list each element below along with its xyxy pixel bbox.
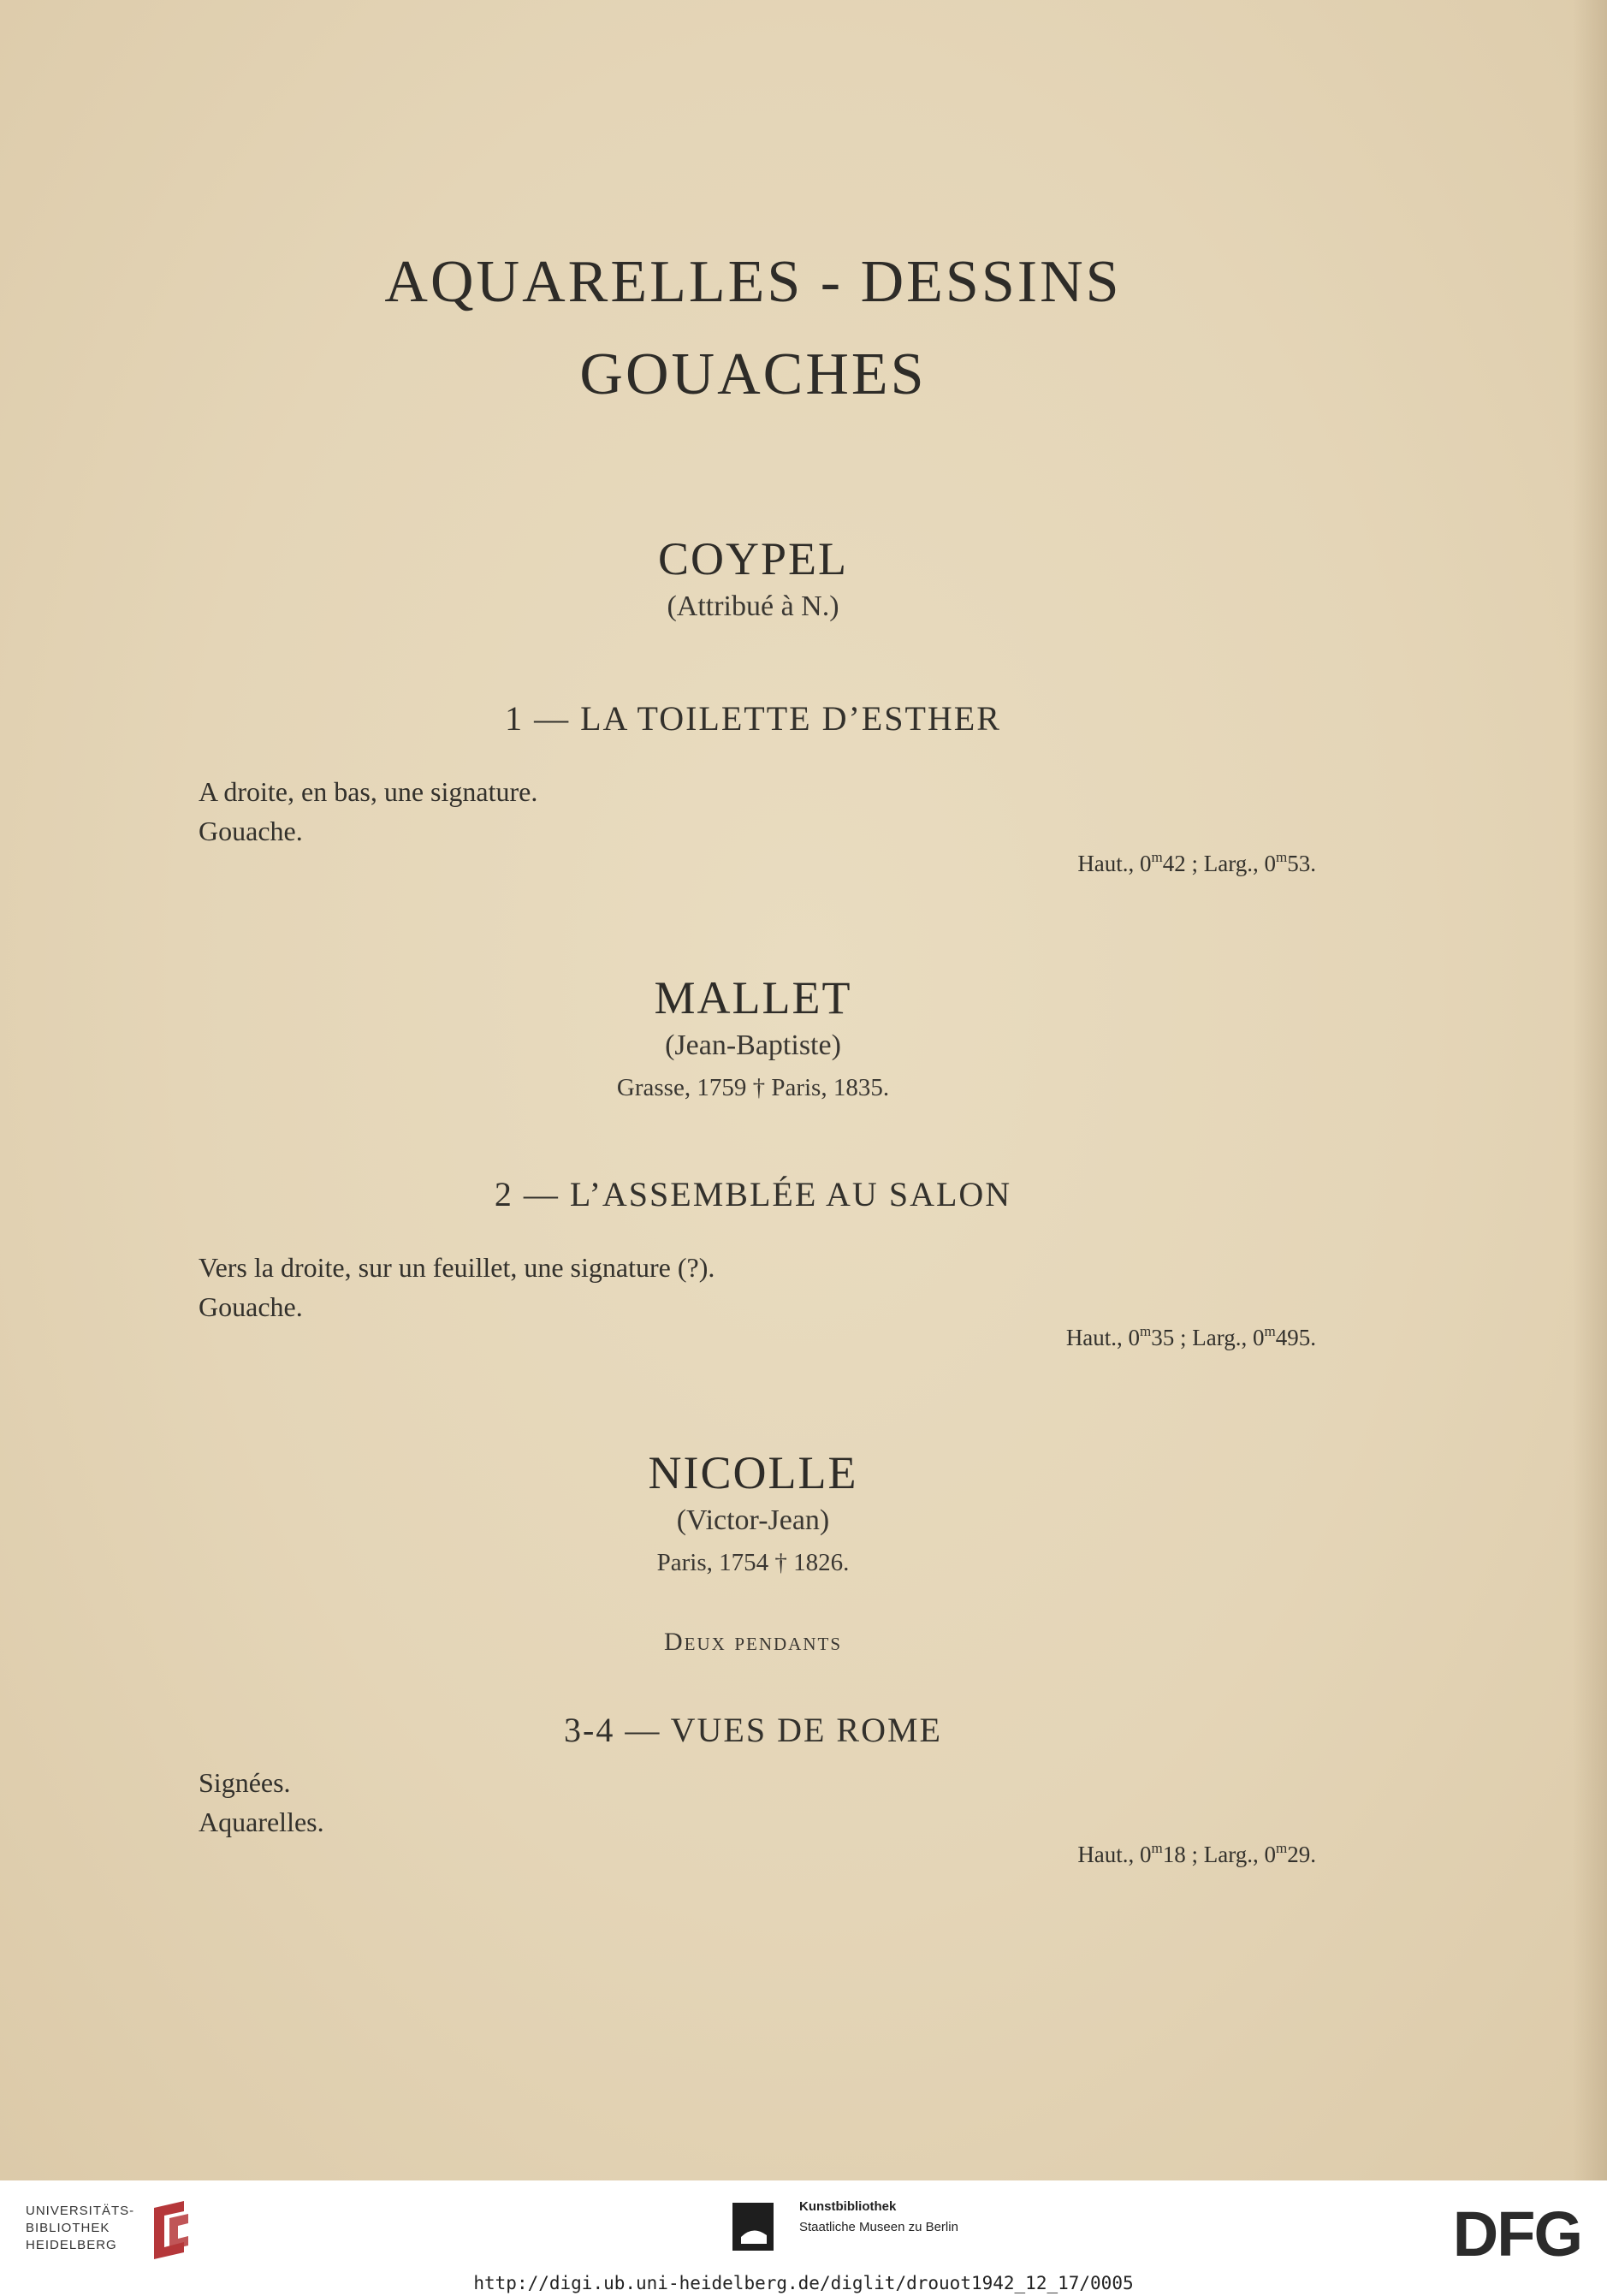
page-spine-shadow bbox=[1573, 0, 1607, 2180]
lot-desc-2-line1: Vers la droite, sur un feuillet, une signature (?). bbox=[199, 1252, 715, 1283]
kunstbibliothek-subtitle: Staatliche Museen zu Berlin bbox=[799, 2220, 958, 2234]
ub-mark-icon bbox=[145, 2199, 197, 2259]
ub-logo-line1: UNIVERSITÄTS- bbox=[26, 2204, 135, 2218]
dims-unit: m bbox=[1151, 1840, 1163, 1856]
dims-value: 35 ; Larg., 0 bbox=[1151, 1325, 1265, 1350]
dims-value: 495. bbox=[1275, 1325, 1316, 1350]
main-title-line1: AQUARELLES - DESSINS bbox=[384, 249, 1122, 315]
lot-desc-1-line2: Gouache. bbox=[199, 816, 303, 846]
dims-label: Haut., 0 bbox=[1065, 1325, 1141, 1350]
kunstbibliothek-title: Kunstbibliothek bbox=[799, 2199, 897, 2214]
dims-unit: m bbox=[1140, 1323, 1152, 1339]
permalink-url[interactable]: http://digi.ub.uni-heidelberg.de/diglit/drouot1942_12_17/0005 bbox=[473, 2273, 1134, 2293]
main-title-line2: GOUACHES bbox=[579, 341, 927, 407]
ub-logo-line2: BIBLIOTHEK bbox=[26, 2221, 110, 2235]
artist-name-coypel: COYPEL bbox=[657, 533, 848, 584]
dims-value: 18 ; Larg., 0 bbox=[1162, 1842, 1277, 1867]
kunstbibliothek-mark-icon bbox=[732, 2203, 774, 2251]
artist-sub-nicolle: (Victor-Jean) bbox=[676, 1504, 830, 1536]
lot-title-2: 2 — L’ASSEMBLÉE AU SALON bbox=[494, 1175, 1012, 1213]
artist-dates-nicolle: Paris, 1754 † 1826. bbox=[656, 1549, 850, 1576]
dims-value: 53. bbox=[1287, 851, 1316, 876]
dfg-logo[interactable]: DFG bbox=[1452, 2198, 1581, 2269]
ub-logo-line3: HEIDELBERG bbox=[26, 2238, 117, 2252]
ub-heidelberg-logo[interactable] bbox=[26, 2198, 205, 2266]
dims-label: Haut., 0 bbox=[1077, 1842, 1152, 1867]
lot-note-pendants: Deux pendants bbox=[664, 1628, 842, 1656]
artist-name-mallet: MALLET bbox=[654, 972, 852, 1023]
lot-desc-2-line2: Gouache. bbox=[199, 1291, 303, 1322]
dims-unit: m bbox=[1151, 849, 1163, 865]
kunstbibliothek-logo[interactable] bbox=[732, 2199, 1006, 2259]
lot-title-1: 1 — LA TOILETTE D’ESTHER bbox=[505, 699, 1001, 738]
lot-dims-1 bbox=[1077, 849, 1316, 877]
dims-value: 29. bbox=[1287, 1842, 1316, 1867]
lot-title-3-4: 3-4 — VUES DE ROME bbox=[564, 1711, 942, 1749]
dims-unit: m bbox=[1276, 1840, 1288, 1856]
artist-sub-mallet: (Jean-Baptiste) bbox=[665, 1029, 841, 1061]
digitization-footer bbox=[0, 2180, 1607, 2296]
dims-value: 42 ; Larg., 0 bbox=[1162, 851, 1277, 876]
lot-desc-3-line2: Aquarelles. bbox=[199, 1807, 324, 1837]
lot-desc-1-line1: A droite, en bas, une signature. bbox=[199, 776, 538, 807]
artist-name-nicolle: NICOLLE bbox=[648, 1447, 858, 1498]
lot-desc-3-line1: Signées. bbox=[199, 1767, 291, 1798]
dims-label: Haut., 0 bbox=[1077, 851, 1152, 876]
lot-dims-3-4 bbox=[1077, 1840, 1316, 1868]
lot-dims-2 bbox=[1066, 1323, 1316, 1351]
lot-desc-1 bbox=[199, 772, 537, 851]
artist-dates-mallet: Grasse, 1759 † Paris, 1835. bbox=[616, 1074, 890, 1101]
lot-desc-2 bbox=[199, 1248, 715, 1326]
lot-desc-3-4 bbox=[199, 1763, 324, 1842]
artist-sub-coypel: (Attribué à N.) bbox=[667, 590, 839, 622]
dims-unit: m bbox=[1276, 849, 1288, 865]
dims-unit: m bbox=[1264, 1323, 1276, 1339]
